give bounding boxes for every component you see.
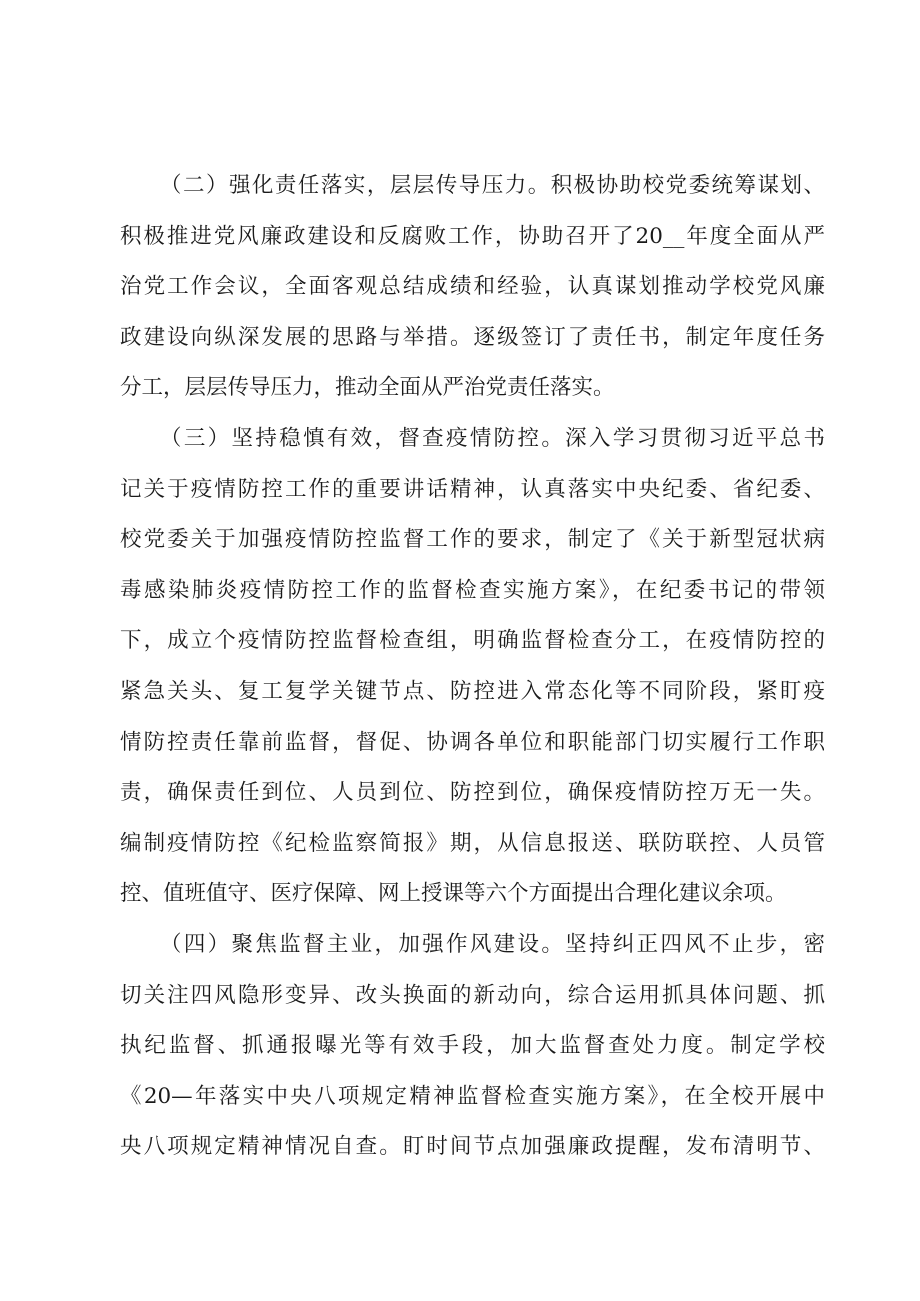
text-line: 校党委关于加强疫情防控监督工作的要求，制定了《关于新型冠状病 <box>120 527 825 553</box>
text-line: 责，确保责任到位、人员到位、防控到位，确保疫情防控万无一失。 <box>120 780 825 806</box>
text-line: 毒感染肺炎疫情防控工作的监督检查实施方案》，在纪委书记的带领 <box>120 577 825 603</box>
text-line: （四）聚焦监督主业，加强作风建设。坚持纠正四风不止步，密 <box>160 931 825 957</box>
text-line: 下，成立个疫情防控监督检查组，明确监督检查分工，在疫情防控的 <box>120 628 825 654</box>
document-body <box>120 161 825 1173</box>
paragraph-responsibility <box>120 161 825 414</box>
text-line: 控、值班值守、医疗保障、网上授课等六个方面提出合理化建议余项。 <box>120 881 787 907</box>
text-line: 情防控责任靠前监督，督促、协调各单位和职能部门切实履行工作职 <box>120 729 825 755</box>
text-line: 央八项规定精神情况自查。盯时间节点加强廉政提醒，发布清明节、 <box>120 1134 825 1160</box>
text-line: 《20—年落实中央八项规定精神监督检查实施方案》，在全校开展中 <box>120 1083 825 1109</box>
text-line: 紧急关头、复工复学关键节点、防控进入常态化等不同阶段，紧盯疫 <box>120 678 825 704</box>
text-line: （三）坚持稳慎有效，督查疫情防控。深入学习贯彻习近平总书 <box>160 425 825 451</box>
text-line: （二）强化责任落实，层层传导压力。积极协助校党委统筹谋划、 <box>160 173 825 198</box>
paragraph-epidemic-control <box>120 414 825 920</box>
text-line: 治党工作会议，全面客观总结成绩和经验，认真谋划推动学校党风廉 <box>120 274 825 300</box>
text-line: 编制疫情防控《纪检监察简报》期，从信息报送、联防联控、人员管 <box>120 830 825 856</box>
text-line: 切关注四风隐形变异、改头换面的新动向，综合运用抓具体问题、抓 <box>120 982 825 1008</box>
text-line: 执纪监督、抓通报曝光等有效手段，加大监督查处力度。制定学校 <box>120 1033 825 1059</box>
text-line: 记关于疫情防控工作的重要讲话精神，认真落实中央纪委、省纪委、 <box>120 476 825 502</box>
paragraph-supervision <box>120 920 825 1173</box>
text-line: 政建设向纵深发展的思路与举措。逐级签订了责任书，制定年度任务 <box>120 324 825 350</box>
text-line: 分工，层层传导压力，推动全面从严治党责任落实。 <box>120 375 615 401</box>
text-line: 积极推进党风廉政建设和反腐败工作，协助召开了20__年度全面从严 <box>120 223 825 249</box>
